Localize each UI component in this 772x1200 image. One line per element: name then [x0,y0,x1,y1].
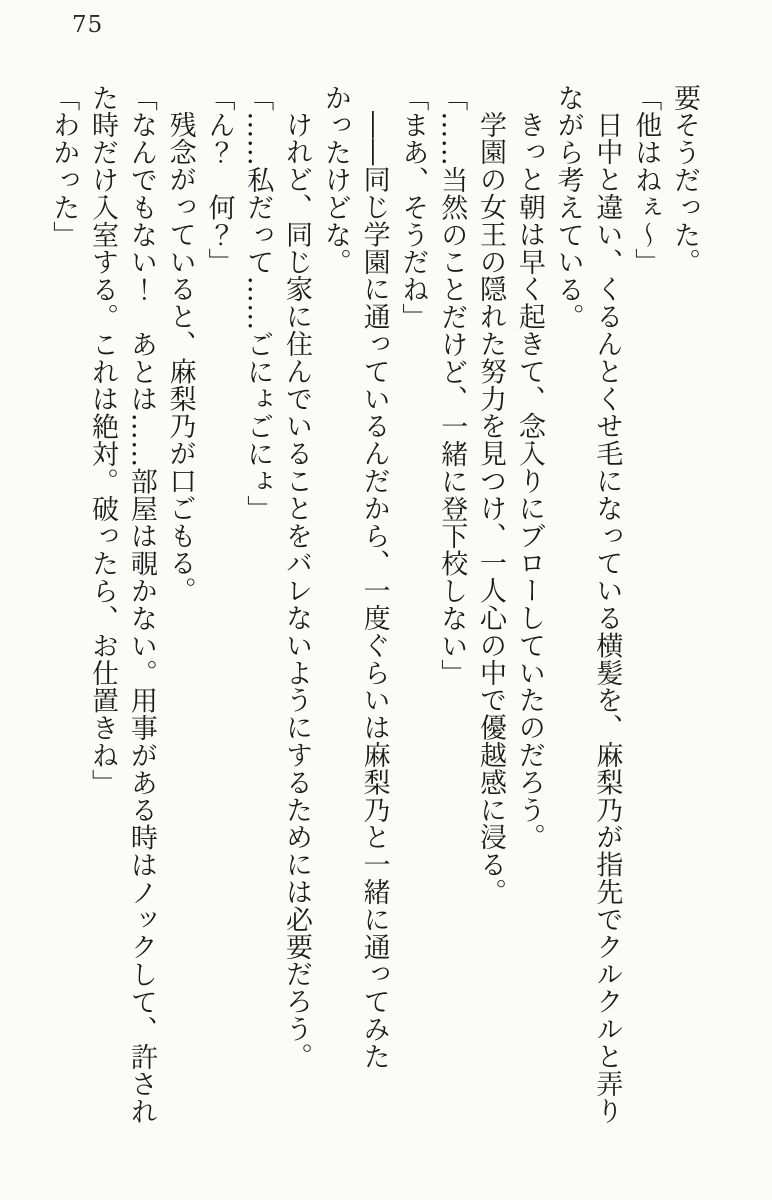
text-line: 「……私だって……ごにょごにょ」 [242,84,274,523]
text-line: 「わかった」 [48,84,80,249]
text-line: 要そうだった。 [669,84,700,276]
text-line: 残念がっていると、麻梨乃が口ごもる。 [164,111,196,605]
text-line: ながら考えている。 [552,84,584,331]
text-line: かったけどな。 [319,84,351,276]
text-line: 「……当然のことだけど、一緒に登下校しない」 [436,84,468,687]
text-line: けれど、同じ家に住んでいることをバレないようにするためには必要だろう。 [281,111,313,1070]
novel-text-block [43,84,703,1142]
text-line: 「なんでもない！ あとは……部屋は覗かない。用事がある時はノックして、許され [125,84,157,1126]
page-number: 75 [72,12,104,38]
text-line: 日中と違い、くるんとくせ毛になっている横髪を、麻梨乃が指先でクルクルと弄り [591,111,623,1125]
text-line: きっと朝は早く起きて、念入りにブローしていたのだろう。 [513,111,545,851]
text-line: 「まあ、そうだね」 [397,84,429,331]
text-line: ――同じ学園に通っているんだから、一度ぐらいは麻梨乃と一緒に通ってみた [358,111,390,1070]
text-line: 「ん？ 何？」 [203,84,235,276]
text-line: 学園の女王の隠れた努力を見つけ、一人心の中で優越感に浸る。 [475,111,507,906]
text-line: た時だけ入室する。これは絶対。破ったら、お仕置きね」 [87,84,119,797]
text-line: 「他はねぇ～」 [630,84,662,276]
